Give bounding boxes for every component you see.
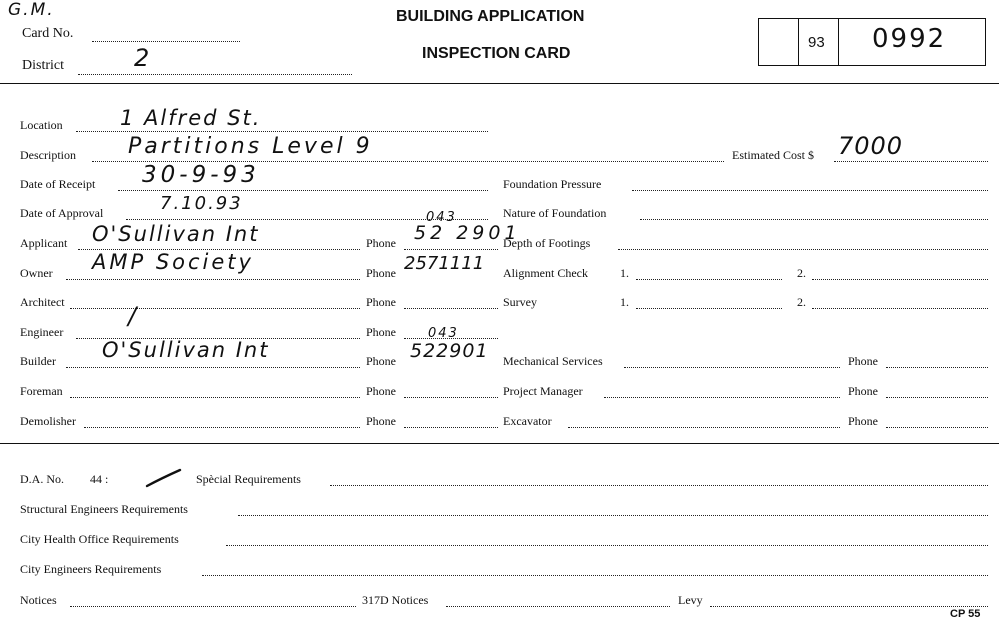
survey-label: Survey xyxy=(503,295,537,309)
demolisher-phone-label: Phone xyxy=(366,414,396,428)
project-manager-phone-field[interactable] xyxy=(886,397,988,398)
excavator-label: Excavator xyxy=(503,414,552,428)
foreman-phone-field[interactable] xyxy=(404,397,498,398)
applicant-value: O'Sullivan Int xyxy=(92,222,260,246)
card-year: 93 xyxy=(808,34,825,51)
owner-label: Owner xyxy=(20,266,53,280)
builder-field[interactable] xyxy=(66,367,360,368)
demolisher-phone-field[interactable] xyxy=(404,427,498,428)
box-divider-1 xyxy=(798,18,799,66)
alignment-check-field-2[interactable] xyxy=(812,279,988,280)
project-manager-phone-label: Phone xyxy=(848,384,878,398)
architect-phone-label: Phone xyxy=(366,295,396,309)
builder-phone-label: Phone xyxy=(366,354,396,368)
description-value: Partitions Level 9 xyxy=(128,134,373,159)
foreman-label: Foreman xyxy=(20,384,63,398)
survey-field-1[interactable] xyxy=(636,308,782,309)
header-divider xyxy=(0,83,999,84)
owner-field[interactable] xyxy=(66,279,360,280)
mechanical-services-phone-label: Phone xyxy=(848,354,878,368)
owner-phone-value: 2571111 xyxy=(404,253,485,274)
location-label: Location xyxy=(20,118,63,132)
builder-label: Builder xyxy=(20,354,56,368)
estimated-cost-field[interactable] xyxy=(834,161,988,162)
excavator-phone-field[interactable] xyxy=(886,427,988,428)
district-value: 2 xyxy=(134,44,152,72)
title-line2: INSPECTION CARD xyxy=(422,45,571,62)
architect-phone-field[interactable] xyxy=(404,308,498,309)
excavator-phone-label: Phone xyxy=(848,414,878,428)
initials: G.M. xyxy=(8,0,55,20)
applicant-label: Applicant xyxy=(20,236,68,250)
alignment-check-label: Alignment Check xyxy=(503,266,588,280)
notices-field[interactable] xyxy=(70,606,356,607)
title-line1: BUILDING APPLICATION xyxy=(396,8,585,25)
special-requirements-label: Spècial Requirements xyxy=(196,472,301,486)
date-of-approval-label: Date of Approval xyxy=(20,206,104,220)
project-manager-field[interactable] xyxy=(604,397,840,398)
special-requirements-field[interactable] xyxy=(330,485,988,486)
da-no-value: 44 : xyxy=(90,472,109,486)
form-code: CP 55 xyxy=(950,608,981,620)
city-engineers-label: City Engineers Requirements xyxy=(20,562,162,576)
notices-label: Notices xyxy=(20,593,57,607)
box-divider-2 xyxy=(838,18,839,66)
card-no-label: Card No. xyxy=(22,26,74,41)
card-number: 0992 xyxy=(872,24,947,54)
date-of-receipt-field[interactable] xyxy=(118,190,488,191)
engineer-phone-label: Phone xyxy=(366,325,396,339)
mechanical-services-label: Mechanical Services xyxy=(503,354,603,368)
city-engineers-field[interactable] xyxy=(202,575,988,576)
excavator-field[interactable] xyxy=(568,427,840,428)
applicant-phone-label: Phone xyxy=(366,236,396,250)
depth-of-footings-label: Depth of Footings xyxy=(503,236,591,250)
builder-phone-prefix: 043 xyxy=(428,326,459,341)
nature-of-foundation-label: Nature of Foundation xyxy=(503,206,607,220)
foreman-phone-label: Phone xyxy=(366,384,396,398)
applicant-phone-field[interactable] xyxy=(404,249,498,250)
notices-317d-label: 317D Notices xyxy=(362,593,429,607)
date-of-receipt-value: 30-9-93 xyxy=(142,162,260,188)
alignment-check-field-1[interactable] xyxy=(636,279,782,280)
date-of-approval-value: 7.10.93 xyxy=(160,193,243,214)
alignment-check-num2: 2. xyxy=(797,266,806,280)
foundation-pressure-label: Foundation Pressure xyxy=(503,177,602,191)
survey-num1: 1. xyxy=(620,295,629,309)
levy-label: Levy xyxy=(678,593,703,607)
structural-engineers-field[interactable] xyxy=(238,515,988,516)
levy-field[interactable] xyxy=(710,606,988,607)
demolisher-field[interactable] xyxy=(84,427,360,428)
architect-field[interactable] xyxy=(70,308,360,309)
applicant-phone-prefix: 043 xyxy=(426,210,457,225)
project-manager-label: Project Manager xyxy=(503,384,583,398)
survey-num2: 2. xyxy=(797,295,806,309)
structural-engineers-label: Structural Engineers Requirements xyxy=(20,502,188,516)
depth-of-footings-field[interactable] xyxy=(618,249,988,250)
nature-of-foundation-field[interactable] xyxy=(640,219,988,220)
demolisher-label: Demolisher xyxy=(20,414,76,428)
applicant-phone-value: 52 2901 xyxy=(414,222,521,244)
notices-317d-field[interactable] xyxy=(446,606,670,607)
requirements-divider xyxy=(0,443,999,444)
description-label: Description xyxy=(20,148,76,162)
mechanical-services-phone-field[interactable] xyxy=(886,367,988,368)
date-of-receipt-label: Date of Receipt xyxy=(20,177,96,191)
architect-label: Architect xyxy=(20,295,65,309)
owner-value: AMP Society xyxy=(92,250,254,274)
card-no-field[interactable] xyxy=(92,41,240,42)
location-field[interactable] xyxy=(76,131,488,132)
da-no-stroke-mark xyxy=(144,466,184,490)
location-value: 1 Alfred St. xyxy=(120,106,262,130)
builder-value: O'Sullivan Int xyxy=(102,338,270,362)
city-health-office-field[interactable] xyxy=(226,545,988,546)
district-label: District xyxy=(22,58,64,73)
owner-phone-label: Phone xyxy=(366,266,396,280)
foundation-pressure-field[interactable] xyxy=(632,190,988,191)
estimated-cost-value: 7000 xyxy=(838,132,904,160)
alignment-check-num1: 1. xyxy=(620,266,629,280)
engineer-label: Engineer xyxy=(20,325,64,339)
engineer-value: / xyxy=(128,302,139,330)
da-no-label: D.A. No. xyxy=(20,472,64,486)
foreman-field[interactable] xyxy=(70,397,360,398)
district-field[interactable] xyxy=(78,74,352,75)
estimated-cost-label: Estimated Cost $ xyxy=(732,148,814,162)
city-health-office-label: City Health Office Requirements xyxy=(20,532,179,546)
mechanical-services-field[interactable] xyxy=(624,367,840,368)
survey-field-2[interactable] xyxy=(812,308,988,309)
builder-phone-value: 522901 xyxy=(410,340,489,362)
